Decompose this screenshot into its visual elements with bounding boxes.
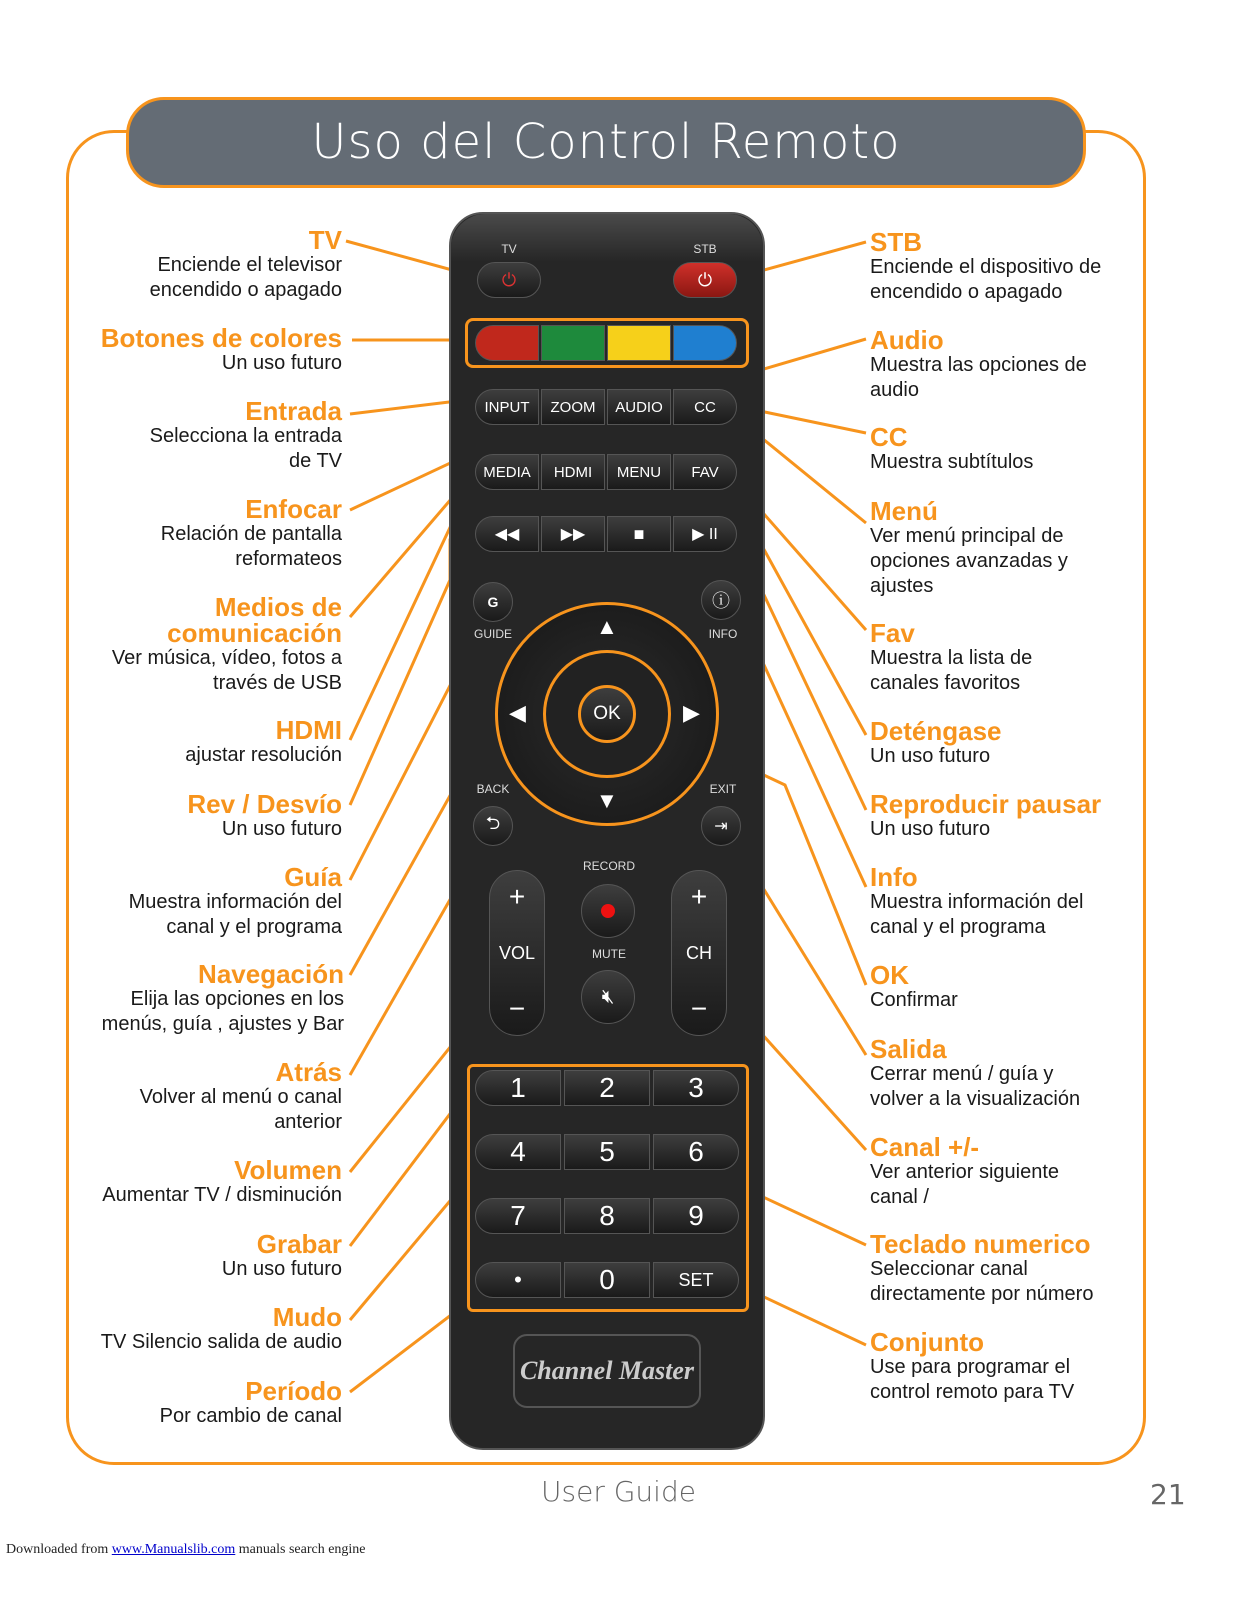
mute-button[interactable]: [581, 970, 635, 1024]
green-button[interactable]: [541, 325, 605, 361]
power-icon: ⏻: [697, 269, 713, 290]
back-label: BACK: [476, 782, 510, 796]
audio-button[interactable]: AUDIO: [607, 389, 671, 425]
stb-label: STB: [693, 242, 717, 256]
label-info: Info Muestra información del canal y el programa: [870, 862, 1084, 938]
ch-minus[interactable]: −: [690, 993, 708, 1024]
red-button[interactable]: [475, 325, 539, 361]
key-8[interactable]: 8: [564, 1198, 650, 1234]
label-tv: TV Enciende el televisor encendido o apagado: [149, 225, 342, 301]
label-audio: Audio Muestra las opciones de audio: [870, 325, 1087, 401]
ch-plus[interactable]: +: [690, 881, 708, 912]
label-input: Entrada Selecciona la entrada de TV: [149, 396, 342, 472]
vol-plus[interactable]: +: [508, 881, 526, 912]
footer-user-guide: User Guide: [541, 1475, 696, 1508]
key-7[interactable]: 7: [475, 1198, 561, 1234]
arrow-up-icon[interactable]: ▲: [596, 614, 618, 639]
label-back: Atrás Volver al menú o canal anterior: [139, 1057, 342, 1133]
tv-label: TV: [501, 242, 517, 256]
hdmi-button[interactable]: HDMI: [541, 454, 605, 490]
vol-label: VOL: [498, 942, 536, 963]
blue-button[interactable]: [673, 325, 737, 361]
key-5[interactable]: 5: [564, 1134, 650, 1170]
key-9[interactable]: 9: [653, 1198, 739, 1234]
guide-icon: G: [487, 594, 499, 610]
play-pause-button[interactable]: ▶ II: [673, 516, 737, 552]
label-keypad: Teclado numerico Seleccionar canal directamente por número: [870, 1229, 1094, 1305]
key-6[interactable]: 6: [653, 1134, 739, 1170]
label-ok: OK Confirmar: [870, 960, 958, 1011]
arrow-left-icon[interactable]: ◀: [509, 700, 526, 725]
label-color-buttons: Botones de colores Un uso futuro: [100, 323, 342, 374]
label-cc: CC Muestra subtítulos: [870, 422, 1034, 473]
key-period[interactable]: •: [475, 1262, 561, 1298]
info-icon: ⓘ: [712, 591, 730, 611]
ok-button[interactable]: OK: [578, 685, 636, 743]
yellow-button[interactable]: [607, 325, 671, 361]
label-play-pause: Reproducir pausar Un uso futuro: [870, 789, 1102, 840]
key-2[interactable]: 2: [564, 1070, 650, 1106]
stb-power-button[interactable]: [673, 262, 737, 298]
label-channel: Canal +/- Ver anterior siguiente canal /: [870, 1132, 1060, 1208]
exit-icon: ⇥: [714, 818, 728, 835]
page-title: Uso del Control Remoto: [126, 97, 1086, 188]
key-4[interactable]: 4: [475, 1134, 561, 1170]
arrow-down-icon[interactable]: ▼: [596, 788, 618, 813]
exit-label: EXIT: [709, 782, 737, 796]
label-navigation: Navegación Elija las opciones en los menús, guía , ajustes y Bar: [101, 959, 344, 1035]
key-set[interactable]: SET: [653, 1262, 739, 1298]
label-set: Conjunto Use para programar el control remoto para TV: [870, 1327, 1075, 1403]
zoom-button[interactable]: ZOOM: [541, 389, 605, 425]
mute-label: MUTE: [592, 947, 626, 961]
label-fav: Fav Muestra la lista de canales favoritos: [870, 618, 1033, 694]
input-button[interactable]: INPUT: [475, 389, 539, 425]
vol-minus[interactable]: −: [508, 993, 526, 1024]
record-button[interactable]: [581, 884, 635, 938]
ch-label: CH: [686, 942, 712, 963]
remote-control: [449, 212, 765, 1450]
label-stop: Deténgase Un uso futuro: [870, 716, 1002, 767]
tv-power-button[interactable]: [477, 262, 541, 298]
stop-button[interactable]: ■: [607, 516, 671, 552]
back-icon: ⮌: [485, 813, 501, 833]
channel-rocker[interactable]: [671, 870, 727, 1036]
record-label: RECORD: [582, 859, 635, 873]
label-guide: Guía Muestra información del canal y el programa: [128, 862, 342, 938]
label-stb: STB Enciende el dispositivo de encendido o apagado: [870, 227, 1102, 303]
label-record: Grabar Un uso futuro: [221, 1229, 342, 1280]
menu-button[interactable]: MENU: [607, 454, 671, 490]
key-1[interactable]: 1: [475, 1070, 561, 1106]
key-3[interactable]: 3: [653, 1070, 739, 1106]
info-button[interactable]: [701, 580, 741, 620]
label-hdmi: HDMI ajustar resolución: [185, 715, 342, 766]
back-button[interactable]: [473, 806, 513, 846]
info-label: INFO: [708, 627, 738, 641]
download-prefix: Downloaded from: [6, 1542, 112, 1557]
brand-logo: Channel Master: [513, 1334, 701, 1408]
mute-icon: 🔇︎: [601, 985, 615, 1008]
media-button[interactable]: MEDIA: [475, 454, 539, 490]
cc-button[interactable]: CC: [673, 389, 737, 425]
label-rev: Rev / Desvío Un uso futuro: [187, 789, 342, 840]
label-media: Medios de comunicación Ver música, vídeo, fotos a través de USB: [111, 592, 342, 694]
label-mute: Mudo TV Silencio salida de audio: [100, 1302, 342, 1353]
key-0[interactable]: 0: [564, 1262, 650, 1298]
exit-button[interactable]: [701, 806, 741, 846]
guide-label: GUIDE: [473, 627, 512, 641]
guide-button[interactable]: [473, 582, 513, 622]
label-period: Período Por cambio de canal: [159, 1376, 342, 1427]
power-icon: ⏻: [501, 269, 517, 290]
label-exit: Salida Cerrar menú / guía y volver a la visualización: [870, 1034, 1081, 1110]
fav-button[interactable]: FAV: [673, 454, 737, 490]
page-number: 21: [1150, 1478, 1186, 1511]
rewind-button[interactable]: ◀◀: [475, 516, 539, 552]
label-zoom: Enfocar Relación de pantalla reformateos: [160, 494, 342, 570]
label-volume: Volumen Aumentar TV / disminución: [102, 1155, 342, 1206]
line-keypad: [748, 1190, 866, 1245]
forward-button[interactable]: ▶▶: [541, 516, 605, 552]
arrow-right-icon[interactable]: ▶: [683, 700, 700, 725]
download-suffix: manuals search engine: [235, 1542, 366, 1557]
record-dot-icon: [601, 904, 615, 918]
manualslib-link[interactable]: www.Manualslib.com: [111, 1542, 236, 1557]
volume-rocker[interactable]: [489, 870, 545, 1036]
download-note: [6, 1542, 366, 1558]
label-menu: Menú Ver menú principal de opciones avanzadas y ajustes: [870, 496, 1068, 597]
